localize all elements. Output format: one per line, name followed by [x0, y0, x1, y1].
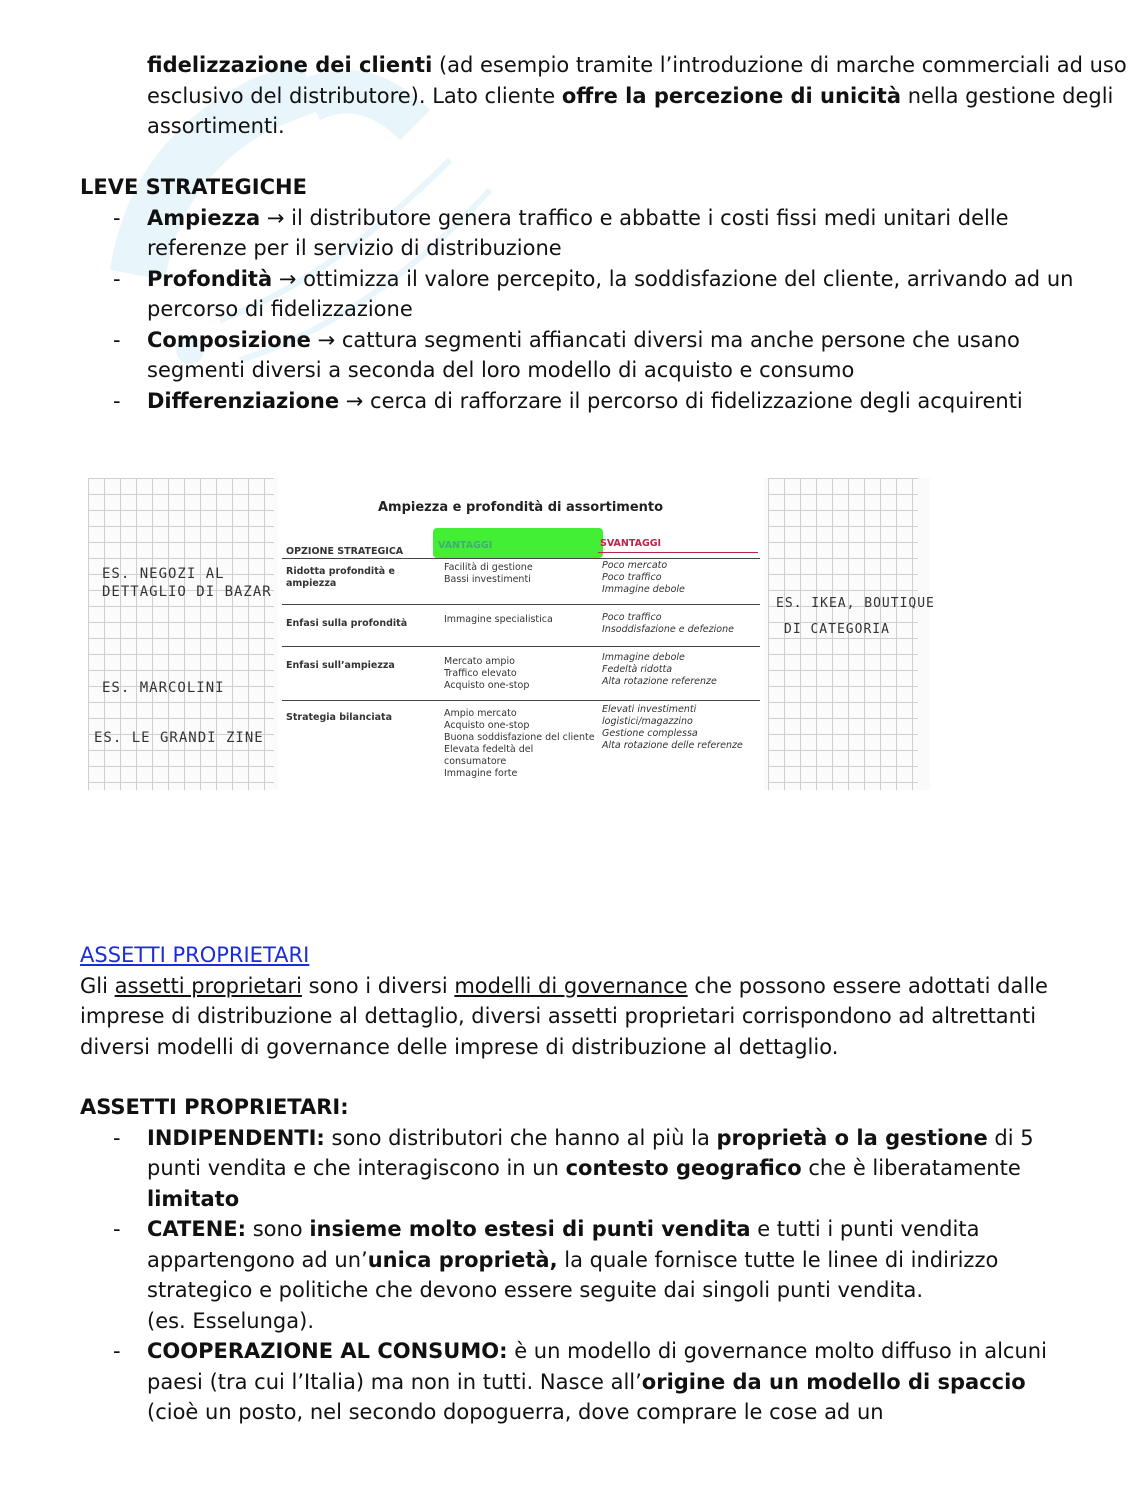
table-title: Ampiezza e profondità di assortimento: [378, 500, 664, 515]
leve-list: [80, 203, 1080, 417]
row-advantage: Buona soddisfazione del cliente: [444, 732, 595, 743]
row-disadvantage: Poco mercato: [602, 560, 668, 571]
assortment-table: [278, 478, 764, 790]
row-disadvantage: Insoddisfazione e defezione: [602, 624, 734, 635]
assetti-list: [80, 1123, 1080, 1428]
handwritten-note: ES. MARCOLINI: [102, 680, 225, 696]
row-advantage: Ampio mercato: [444, 708, 517, 719]
row-disadvantage: Alta rotazione delle referenze: [602, 740, 743, 751]
list-item: - Composizione → cattura segmenti affiancati diversi ma anche persone che usano segmenti diversi a seconda del loro modello di acquisto e consumo: [80, 325, 1080, 386]
row-disadvantage: logistici/magazzino: [602, 716, 693, 727]
grid-paper-left: [88, 478, 274, 790]
scanned-figure: [88, 478, 935, 790]
assetti-heading: ASSETTI PROPRIETARI:: [80, 1095, 349, 1119]
row-advantage: Facilità di gestione: [444, 562, 533, 573]
row-disadvantage: Immagine debole: [602, 652, 685, 663]
list-item: - INDIPENDENTI: sono distributori che hanno al più la proprietà o la gestione di 5 punti vendita e che interagiscono in un contesto geografico che è liberatamente limitato: [80, 1123, 1080, 1215]
list-item: - Ampiezza → il distributore genera traffico e abbatte i costi fissi medi unitari delle referenze per il servizio di distribuzione: [80, 203, 1080, 264]
assetti-section: [80, 1092, 1080, 1428]
list-item: - Profondità → ottimizza il valore percepito, la soddisfazione del cliente, arrivando ad un percorso di fidelizzazione: [80, 264, 1080, 325]
header-svantaggi: SVANTAGGI: [600, 538, 662, 549]
row-advantage: Traffico elevato: [444, 668, 517, 679]
row-rule: [282, 700, 760, 701]
list-item: - CATENE: sono insieme molto estesi di punti vendita e tutti i punti vendita appartengono ad un’unica proprietà, la quale fornisce tutte le linee di indirizzo strategico e politiche che devono essere seguite dai singoli punti vendita. (es. Esselunga).: [80, 1214, 1080, 1336]
row-advantage: Mercato ampio: [444, 656, 515, 667]
row-advantage: Immagine forte: [444, 768, 518, 779]
handwritten-note: DI CATEGORIA: [784, 622, 890, 637]
row-disadvantage: Poco traffico: [602, 572, 662, 583]
row-advantage: Acquisto one-stop: [444, 680, 530, 691]
row-disadvantage: Elevati investimenti: [602, 704, 697, 715]
row-option: Ridotta profondità e ampiezza: [286, 566, 395, 589]
handwritten-note: DETTAGLIO DI BAZAR: [102, 584, 272, 600]
leve-heading: LEVE STRATEGICHE: [80, 175, 307, 199]
header-rule: [282, 558, 760, 559]
list-item: - Differenziazione → cerca di rafforzare il percorso di fidelizzazione degli acquirenti: [80, 386, 1080, 417]
assetti-paragraph: Gli assetti proprietari sono i diversi modelli di governance che possono essere adottati dalle imprese di distribuzione al dettaglio, diversi assetti proprietari corrispondono ad altrettanti diversi modelli di governance delle imprese di distribuzione al dettaglio.: [80, 973, 1048, 1059]
row-disadvantage: Gestione complessa: [602, 728, 698, 739]
row-disadvantage: Poco traffico: [602, 612, 662, 623]
list-item: - COOPERAZIONE AL CONSUMO: è un modello di governance molto diffuso in alcuni paesi (tra cui l’Italia) ma non in tutti. Nasce all’origine da un modello di spaccio (cioè un posto, nel secondo dopoguerra, dove comprare le cose ad un: [80, 1336, 1080, 1428]
row-rule: [282, 646, 760, 647]
row-advantage: Immagine specialistica: [444, 614, 553, 625]
row-advantage: Elevata fedeltà del consumatore: [444, 744, 534, 767]
handwritten-note: ES. LE GRANDI ZINE: [94, 730, 264, 746]
row-disadvantage: Fedeltà ridotta: [602, 664, 673, 675]
grid-paper-right: [768, 478, 935, 790]
intro-paragraph: fidelizzazione dei clienti (ad esempio tramite l’introduzione di marche commerciali ad uso esclusivo del distributore). Lato cliente offre la percezione di unicità nella gestione degli assortimenti.: [147, 53, 1127, 138]
row-advantage: Bassi investimenti: [444, 574, 531, 585]
header-rule-red: [598, 552, 758, 553]
leve-section: [80, 172, 1080, 416]
row-option: Enfasi sull’ampiezza: [286, 660, 395, 671]
assetti-link[interactable]: ASSETTI PROPRIETARI: [80, 943, 310, 967]
assetti-intro: [80, 940, 1080, 1062]
row-disadvantage: Immagine debole: [602, 584, 685, 595]
handwritten-note: ES. NEGOZI AL: [102, 566, 225, 582]
row-rule: [282, 604, 760, 605]
row-disadvantage: Alta rotazione referenze: [602, 676, 717, 687]
handwritten-note: ES. IKEA, BOUTIQUE: [776, 596, 935, 611]
row-option: Strategia bilanciata: [286, 712, 392, 723]
header-vantaggi: VANTAGGI: [438, 540, 493, 551]
row-advantage: Acquisto one-stop: [444, 720, 530, 731]
header-opzione: OPZIONE STRATEGICA: [286, 546, 404, 557]
row-option: Enfasi sulla profondità: [286, 618, 408, 629]
